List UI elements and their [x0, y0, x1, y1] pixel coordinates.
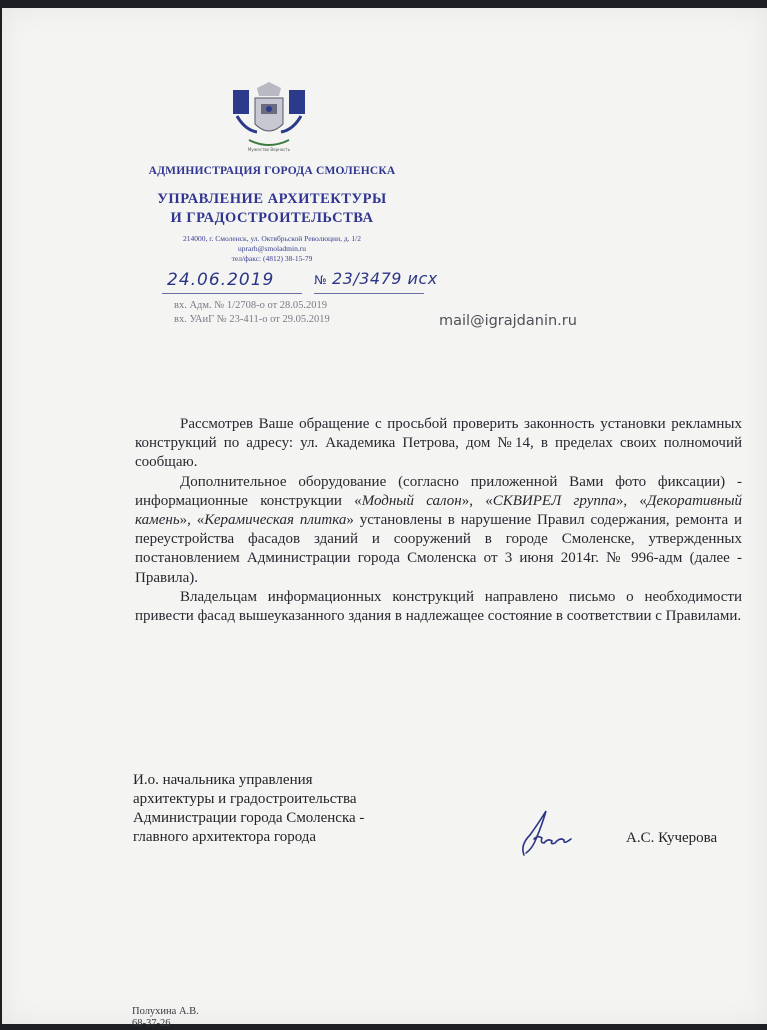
dept-name-line1: УПРАВЛЕНИЕ АРХИТЕКТУРЫ	[157, 191, 387, 207]
dept-name-line2: И ГРАДОСТРОИТЕЛЬСТВА	[170, 210, 374, 226]
outgoing-number-label: №	[314, 273, 327, 287]
p2-sep-1: », «	[461, 492, 493, 509]
date-underline	[162, 293, 302, 294]
executor-info	[132, 1006, 199, 1030]
number-underline	[314, 293, 424, 294]
executor-name: Полухина А.В.	[132, 1006, 199, 1017]
dept-name	[132, 190, 412, 228]
paragraph-3: Владельцам информационных конструкций направлено письмо о необходимости привести фасад вышеуказанного здания в надлежащее состояние в соответствии с Правилами.	[135, 588, 742, 625]
signatory-title	[133, 771, 364, 847]
p2-start: Дополнительное оборудование (согласно приложенной Вами фото фиксации) - информационные конструкции «	[135, 473, 742, 509]
signatory-title-line2: архитектуры и градостроительства	[133, 791, 357, 807]
sign-name-4: Керамическая плитка	[204, 512, 347, 529]
p2-sep-2: », «	[615, 492, 647, 509]
outgoing-date: 24.06.2019	[167, 270, 275, 290]
sign-name-2: СКВИРЕЛ группа	[492, 492, 616, 509]
paragraph-1: Рассмотрев Ваше обращение с просьбой проверить законность установки рекламных конструкций по адресу: ул. Академика Петрова, дом №14, в пределах своих полномочий сообщаю.	[135, 416, 742, 471]
sign-name-1: Модный салон	[361, 492, 462, 509]
recipient-email: mail@igrajdanin.ru	[439, 313, 577, 329]
emblem-motto: Мужество Верность	[247, 147, 291, 152]
letterhead-contacts	[132, 234, 412, 264]
p2-end: » установлены в нарушение Правил содержания, ремонта и переустройства фасадов зданий и сооружений в городе Смоленске, утвержденных постановлением Администрации города Смоленска от 3 июня 2014г. № 996-адм (далее - Правила).	[135, 512, 742, 586]
outgoing-number: 23/3479 исх	[332, 269, 438, 288]
letterhead-email: uprarh@smoladmin.ru	[238, 244, 306, 253]
address: 214000, г. Смоленск, ул. Октябрьской Революции, д. 1/2	[183, 234, 361, 243]
letter-body	[135, 415, 742, 626]
signatory-title-line3: Администрации города Смоленска -	[133, 810, 365, 826]
handwritten-signature	[516, 805, 576, 861]
org-name: АДМИНИСТРАЦИЯ ГОРОДА СМОЛЕНСКА	[148, 165, 396, 177]
p2-sep-3: », «	[179, 512, 205, 529]
letter-page	[2, 8, 767, 1029]
smolensk-coat-of-arms-icon	[227, 80, 311, 154]
incoming-ref-1: вх. Адм. № 1/2708-о от 28.05.2019	[174, 300, 328, 311]
paragraph-2	[135, 473, 742, 588]
phone: тел/факс: (4812) 38-15-79	[231, 254, 313, 263]
sign-name-3: Декоративный камень	[135, 492, 743, 529]
signatory-title-line1: И.о. начальника управления	[133, 772, 313, 788]
signer-name: А.С. Кучерова	[626, 830, 718, 846]
executor-phone: 68-37-26	[132, 1018, 171, 1029]
incoming-ref-2: вх. УАиГ № 23-411-о от 29.05.2019	[174, 314, 330, 325]
signatory-title-line4: главного архитектора города	[133, 829, 317, 845]
